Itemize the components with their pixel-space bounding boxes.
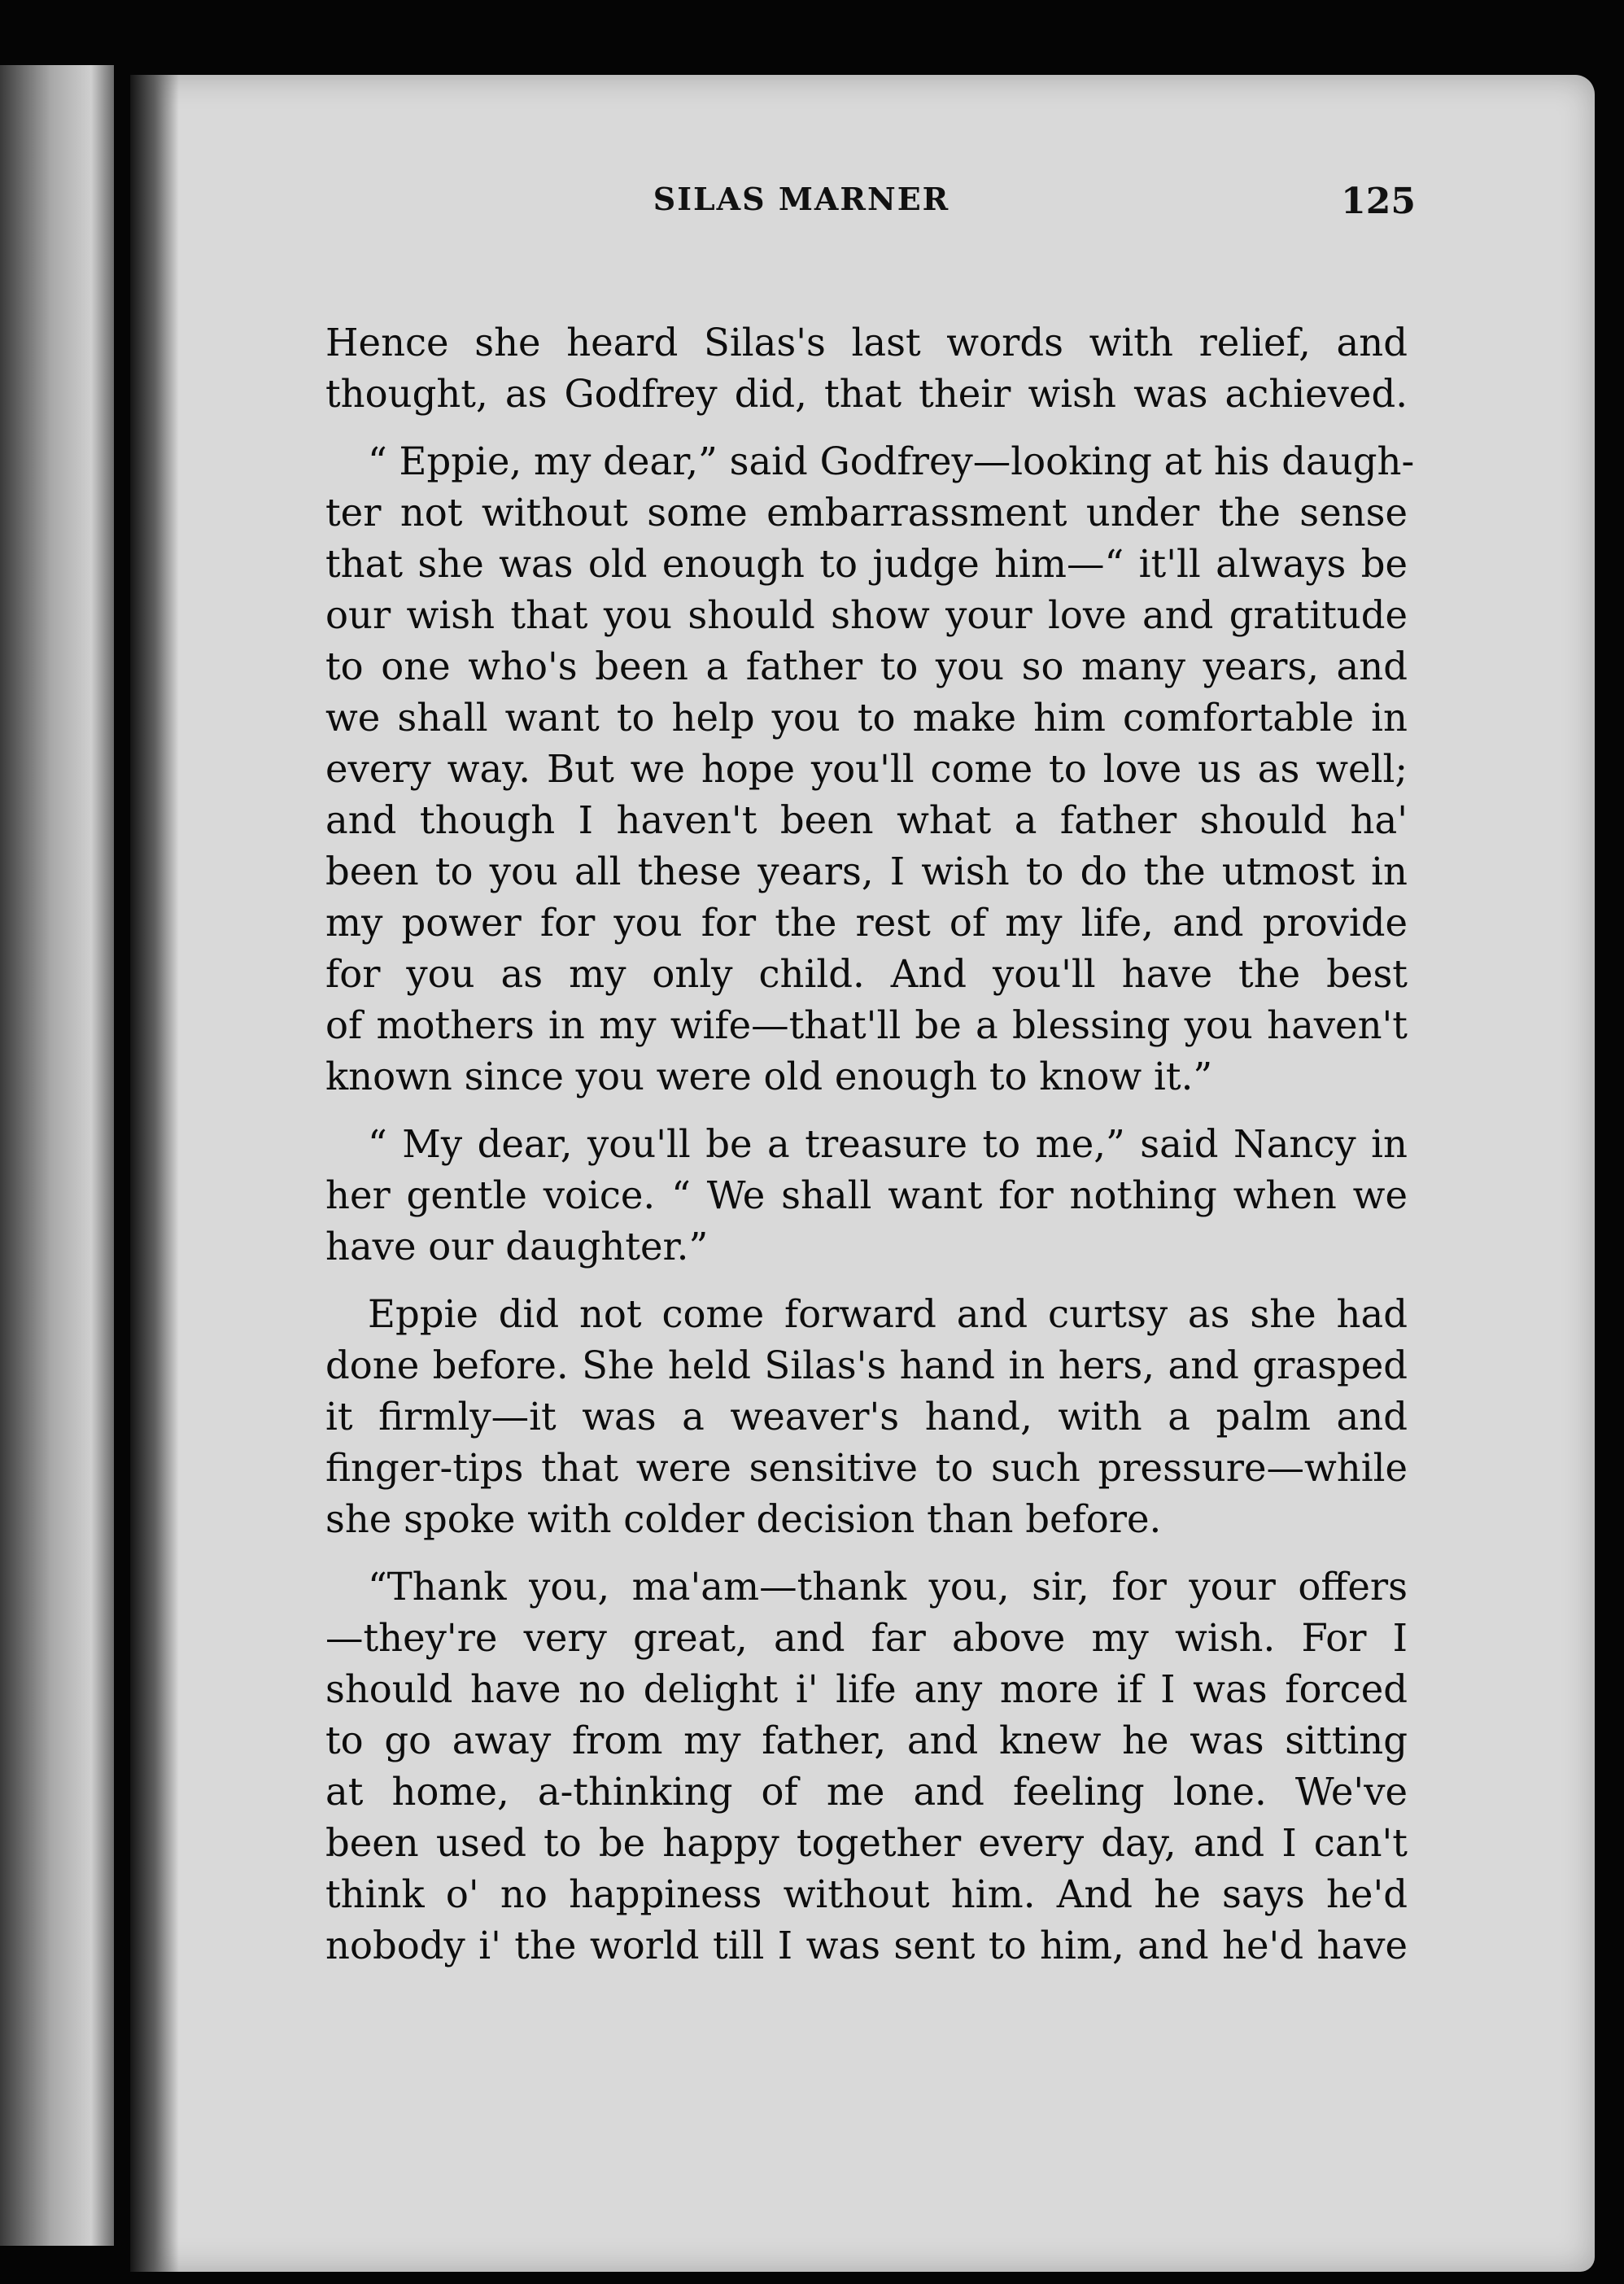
text-line: have our daughter.” xyxy=(325,1225,709,1269)
text-line: it firmly—it was a weaver's hand, with a palm and xyxy=(325,1395,1408,1439)
running-head xyxy=(187,181,1416,262)
text-line: done before. She held Silas's hand in hers, and grasped xyxy=(325,1343,1408,1387)
text-line: —they're very great, and far above my wish. For I xyxy=(325,1616,1408,1660)
text-line: “ Eppie, my dear,” said Godfrey—looking at his daugh- xyxy=(368,439,1415,483)
text-line: our wish that you should show your love and gratitude xyxy=(325,593,1408,637)
text-line: ter not without some embarrassment under the sense xyxy=(325,491,1408,535)
text-line: Eppie did not come forward and curtsy as she had xyxy=(368,1292,1408,1336)
text-line: thought, as Godfrey did, that their wish was achieved. xyxy=(325,372,1408,416)
text-line: she spoke with colder decision than before. xyxy=(325,1497,1162,1541)
paragraph xyxy=(325,436,1415,1103)
text-line: of mothers in my wife—that'll be a blessing you haven't xyxy=(325,1003,1408,1047)
text-line: “Thank you, ma'am—thank you, sir, for your offers xyxy=(368,1565,1408,1609)
binding-shadow xyxy=(130,75,179,2272)
text-line: nobody i' the world till I was sent to him, and he'd have xyxy=(325,1924,1408,1967)
page-number: 125 xyxy=(1341,181,1416,222)
text-line: and though I haven't been what a father should ha' xyxy=(325,798,1408,842)
text-line: to go away from my father, and knew he was sitting xyxy=(325,1718,1408,1762)
running-title: SILAS MARNER xyxy=(653,181,950,217)
text-line: for you as my only child. And you'll have the best xyxy=(325,952,1408,996)
paragraph xyxy=(325,1289,1408,1545)
text-line: her gentle voice. “ We shall want for nothing when we xyxy=(325,1173,1408,1217)
paragraph xyxy=(325,1119,1408,1273)
text-line: finger-tips that were sensitive to such pressure—while xyxy=(325,1446,1408,1490)
text-line: think o' no happiness without him. And he says he'd xyxy=(325,1872,1408,1916)
text-line: “ My dear, you'll be a treasure to me,” said Nancy in xyxy=(368,1122,1408,1166)
text-line: should have no delight i' life any more if I was forced xyxy=(325,1667,1408,1711)
paragraph xyxy=(325,1561,1408,1972)
text-line: been used to be happy together every day, and I can't xyxy=(325,1821,1408,1865)
text-line: we shall want to help you to make him comfortable in xyxy=(325,696,1408,740)
left-page-edge xyxy=(0,65,114,2246)
text-line: that she was old enough to judge him—“ it'll always be xyxy=(325,542,1408,586)
body-text xyxy=(325,317,1415,1988)
text-line: my power for you for the rest of my life, and provide xyxy=(325,901,1408,945)
text-line: every way. But we hope you'll come to love us as well; xyxy=(325,747,1408,791)
text-line: been to you all these years, I wish to do the utmost in xyxy=(325,849,1408,893)
text-line: known since you were old enough to know it.” xyxy=(325,1055,1213,1098)
text-line: Hence she heard Silas's last words with relief, and xyxy=(325,321,1408,365)
paragraph xyxy=(325,317,1408,420)
text-line: at home, a-thinking of me and feeling lone. We've xyxy=(325,1770,1408,1814)
text-line: to one who's been a father to you so many years, and xyxy=(325,644,1408,688)
